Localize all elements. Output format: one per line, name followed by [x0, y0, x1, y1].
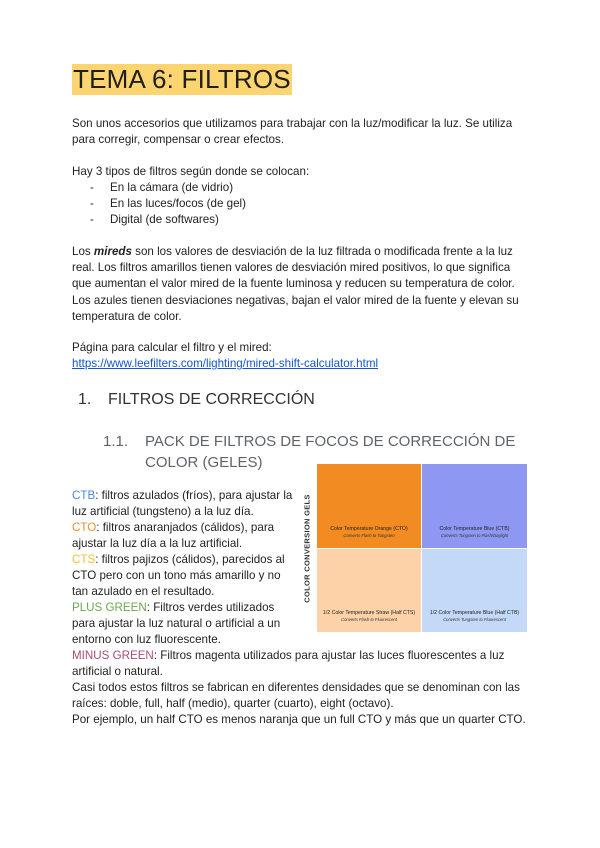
- color-conversion-gels-image: [298, 464, 527, 632]
- cts-description: CTS: filtros pajizos (cálidos), parecidos al CTO pero con un tono más amarillo y no tan azulado en el resultado.: [72, 553, 285, 599]
- minus-green-label: MINUS GREEN: [72, 649, 154, 662]
- ctb-label: CTB: [72, 489, 96, 502]
- section-heading-1: 1. FILTROS DE CORRECCIÓN: [78, 391, 315, 408]
- mireds-term: mireds: [93, 245, 132, 258]
- gels-side-label: COLOR CONVERSION GELS: [302, 493, 312, 603]
- list-item: - Digital (de softwares): [90, 212, 246, 228]
- intro-paragraph: Son unos accesorios que utilizamos para trabajar con la luz/modificar la luz. Se utiliza para corregir, compensar o crear efectos.: [72, 117, 513, 147]
- cto-description: CTO: filtros anaranjados (cálidos), para ajustar la luz día a la luz artificial.: [72, 521, 275, 551]
- example-paragraph: Por ejemplo, un half CTO es menos naranja que un full CTO y más que un quarter CTO.: [72, 713, 526, 726]
- section-heading-1-1: 1.1. PACK DE FILTROS DE FOCOS DE CORRECCIÓN DE COLOR (GELES): [103, 433, 516, 471]
- list-dash: -: [90, 181, 94, 194]
- cts-label: CTS: [72, 553, 96, 566]
- plus-green-label: PLUS GREEN: [72, 601, 147, 614]
- gel-cell-cto: Color Temperature Orange (CTO) Converts Flash to Tungsten: [317, 464, 421, 548]
- types-intro: Hay 3 tipos de filtros según donde se colocan:: [72, 165, 310, 178]
- calc-label: Página para calcular el filtro y el mired:: [72, 341, 272, 354]
- minus-green-description: MINUS GREEN: Filtros magenta utilizados para ajustar las luces fluorescentes a luz artificial o natural.: [72, 649, 505, 679]
- types-list: [90, 180, 246, 229]
- page-title: TEMA 6: FILTROS: [73, 64, 291, 94]
- list-dash: -: [90, 213, 94, 227]
- list-item: - En las luces/focos (de gel): [90, 196, 246, 212]
- gel-cell-ctb: Color Temperature Blue (CTB) Converts Tungsten to Flash/Daylight: [422, 464, 527, 548]
- ctb-description: CTB: filtros azulados (fríos), para ajustar la luz artificial (tungsteno) a la luz día.: [72, 489, 293, 519]
- gel-cell-half-cts: 1/2 Color Temperature Straw (Half CTS) Converts Flash to Fluorescent: [317, 549, 421, 632]
- gel-cell-half-ctb: 1/2 Color Temperature Blue (Half CTB) Converts Tungsten to Fluorescent: [422, 549, 527, 632]
- list-dash: -: [90, 197, 94, 211]
- mired-calculator-link[interactable]: https://www.leefilters.com/lighting/mired-shift-calculator.html: [72, 357, 379, 370]
- cto-label: CTO: [72, 521, 97, 534]
- densities-paragraph: Casi todos estos filtros se fabrican en diferentes densidades que se denominan con las raíces: doble, full, half (medio), quarter (cuarto), eight (octavo).: [72, 681, 520, 711]
- plus-green-description: PLUS GREEN: Filtros verdes utilizados para ajustar la luz natural o artificial a un entorno con luz fluorescente.: [72, 601, 281, 647]
- mireds-paragraph: Los mireds son los valores de desviación de la luz filtrada o modificada frente a la luz real. Los filtros amarillos tienen valores de desviación mired positivos, lo que significa que aumentan el valor mired de la fuente luminosa y reducen su temperatura de color. Los azules tienen desviaciones negativas, bajan el valor mired de la fuente y elevan su temperatura de color.: [72, 245, 519, 323]
- list-item: - En la cámara (de vidrio): [90, 180, 246, 196]
